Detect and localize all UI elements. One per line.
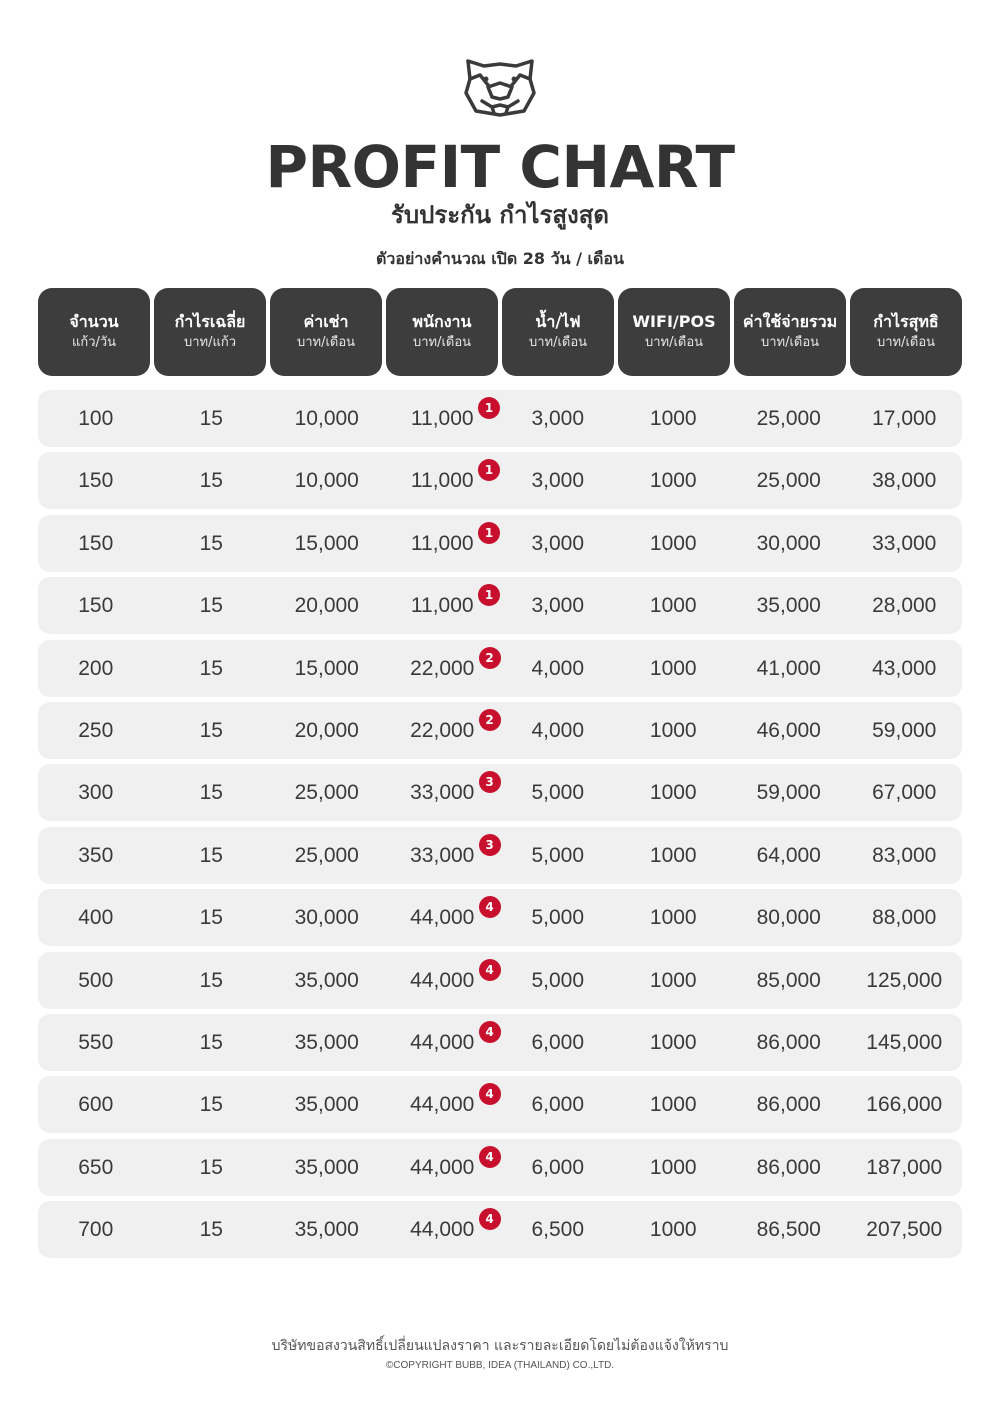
cell-value: 1000	[649, 1155, 697, 1179]
cell-staff	[385, 702, 501, 759]
cell-value: 86,000	[756, 1155, 821, 1179]
cell-value: 80,000	[756, 906, 821, 930]
column-header	[386, 288, 498, 376]
cell-value: 25,000	[756, 469, 821, 493]
cell-value: 5,000	[531, 906, 585, 930]
cell-value: 38,000	[872, 469, 937, 493]
cell-value: 10,000	[294, 469, 359, 493]
cell-total-cost	[731, 1014, 847, 1071]
staff-count-badge: 4	[479, 959, 501, 981]
cell-rent	[269, 515, 385, 572]
cell-wifi-pos	[616, 1014, 732, 1071]
cell-rent	[269, 764, 385, 821]
calculation-note: ตัวอย่างคำนวณ เปิด 28 วัน / เดือน	[376, 249, 624, 268]
cell-value: 1000	[649, 1218, 697, 1242]
cell-avg-profit	[154, 702, 270, 759]
cell-value: 350	[78, 843, 114, 867]
column-header	[154, 288, 266, 376]
cell-rent	[269, 827, 385, 884]
cell-total-cost	[731, 390, 847, 447]
cell-value: 83,000	[872, 843, 937, 867]
column-header	[38, 288, 150, 376]
cell-avg-profit	[154, 1014, 270, 1071]
table-row	[38, 764, 962, 821]
cell-value: 15	[199, 1218, 223, 1242]
table-row	[38, 827, 962, 884]
cell-avg-profit	[154, 640, 270, 697]
cell-rent	[269, 640, 385, 697]
cell-rent	[269, 452, 385, 509]
cell-avg-profit	[154, 390, 270, 447]
cell-rent	[269, 1139, 385, 1196]
cell-value: 35,000	[294, 1093, 359, 1117]
cell-avg-profit	[154, 1076, 270, 1133]
cell-wifi-pos	[616, 1139, 732, 1196]
cell-value: 15	[199, 1093, 223, 1117]
cell-wifi-pos	[616, 889, 732, 946]
cell-value: 650	[78, 1155, 114, 1179]
cell-rent	[269, 1014, 385, 1071]
cell-total-cost	[731, 1139, 847, 1196]
cell-wifi-pos	[616, 827, 732, 884]
cell-wifi-pos	[616, 702, 732, 759]
cell-value: 86,000	[756, 1030, 821, 1054]
cell-value: 25,000	[294, 781, 359, 805]
cell-value: 5,000	[531, 968, 585, 992]
footer-copyright: ©COPYRIGHT BUBB, IDEA (THAILAND) CO.,LTD.	[385, 1360, 615, 1371]
cell-net-profit	[847, 827, 963, 884]
cell-cups	[38, 390, 154, 447]
cell-net-profit	[847, 952, 963, 1009]
cell-wifi-pos	[616, 1201, 732, 1258]
cell-value: 6,500	[531, 1218, 585, 1242]
cell-net-profit	[847, 889, 963, 946]
cell-value: 44,000	[410, 906, 475, 930]
cell-staff	[385, 1076, 501, 1133]
cell-value: 11,000	[410, 594, 474, 618]
cell-value: 44,000	[410, 1093, 475, 1117]
cell-utilities	[500, 1014, 616, 1071]
cell-value: 22,000	[410, 656, 475, 680]
cell-value: 86,500	[756, 1218, 821, 1242]
cell-value: 700	[78, 1218, 114, 1242]
staff-count-badge: 2	[479, 709, 501, 731]
cell-net-profit	[847, 577, 963, 634]
cell-total-cost	[731, 827, 847, 884]
cell-value: 6,000	[531, 1030, 585, 1054]
cell-total-cost	[731, 702, 847, 759]
cell-value: 6,000	[531, 1155, 585, 1179]
table-row	[38, 577, 962, 634]
column-header-unit: บาท/เดือน	[760, 335, 820, 350]
cell-utilities	[500, 702, 616, 759]
cell-wifi-pos	[616, 515, 732, 572]
cell-staff	[385, 640, 501, 697]
staff-count-badge: 1	[478, 522, 500, 544]
cell-value: 88,000	[872, 906, 937, 930]
cell-value: 11,000	[410, 407, 474, 430]
cell-total-cost	[731, 952, 847, 1009]
cell-utilities	[500, 889, 616, 946]
table-row	[38, 1076, 962, 1133]
footer-disclaimer: บริษัทขอสงวนสิทธิ์เปลี่ยนแปลงราคา และรายละเอียดโดยไม่ต้องแจ้งให้ทราบ	[271, 1338, 729, 1354]
cell-avg-profit	[154, 889, 270, 946]
cell-wifi-pos	[616, 390, 732, 447]
staff-count-badge: 1	[478, 459, 500, 481]
cell-utilities	[500, 764, 616, 821]
cell-net-profit	[847, 1201, 963, 1258]
cell-utilities	[500, 1139, 616, 1196]
column-header-label: จำนวน	[69, 312, 119, 331]
cell-value: 6,000	[531, 1093, 585, 1117]
table-row	[38, 952, 962, 1009]
cell-value: 22,000	[410, 718, 475, 742]
cell-value: 100	[78, 407, 114, 430]
cell-value: 15	[199, 968, 223, 992]
table-row	[38, 889, 962, 946]
cell-total-cost	[731, 515, 847, 572]
cell-utilities	[500, 640, 616, 697]
staff-count-badge: 4	[479, 1146, 501, 1168]
cell-value: 1000	[649, 656, 697, 680]
cell-value: 20,000	[294, 594, 359, 618]
cell-value: 33,000	[410, 781, 475, 805]
cell-staff	[385, 1139, 501, 1196]
table-row	[38, 452, 962, 509]
column-header	[850, 288, 962, 376]
cell-staff	[385, 1201, 501, 1258]
cell-value: 15	[199, 1155, 223, 1179]
table-header	[38, 288, 962, 376]
cell-utilities	[500, 1201, 616, 1258]
staff-count-badge: 4	[479, 1083, 501, 1105]
column-header-label: ค่าเช่า	[303, 312, 349, 331]
table-row	[38, 702, 962, 759]
cell-rent	[269, 390, 385, 447]
cell-value: 3,000	[531, 469, 585, 493]
staff-count-badge: 4	[479, 1208, 501, 1230]
column-header-unit: แก้ว/วัน	[71, 335, 117, 350]
cell-rent	[269, 952, 385, 1009]
staff-count-badge: 4	[479, 1021, 501, 1043]
cell-value: 145,000	[866, 1030, 943, 1054]
cell-cups	[38, 889, 154, 946]
cell-net-profit	[847, 702, 963, 759]
cell-staff	[385, 390, 501, 447]
cell-value: 86,000	[756, 1093, 821, 1117]
cell-value: 1000	[649, 594, 697, 618]
cell-cups	[38, 764, 154, 821]
cell-staff	[385, 515, 501, 572]
staff-count-badge: 1	[478, 397, 500, 419]
cell-net-profit	[847, 1014, 963, 1071]
cell-value: 15	[199, 594, 223, 618]
cell-value: 3,000	[531, 531, 585, 555]
cell-avg-profit	[154, 577, 270, 634]
cell-value: 25,000	[756, 407, 821, 430]
cell-wifi-pos	[616, 1076, 732, 1133]
cell-total-cost	[731, 640, 847, 697]
staff-count-badge: 4	[479, 896, 501, 918]
cell-value: 5,000	[531, 843, 585, 867]
cell-value: 5,000	[531, 781, 585, 805]
cell-value: 1000	[649, 781, 697, 805]
cell-value: 1000	[649, 968, 697, 992]
cell-wifi-pos	[616, 452, 732, 509]
cell-value: 550	[78, 1030, 114, 1054]
cell-value: 1000	[649, 906, 697, 930]
cell-utilities	[500, 452, 616, 509]
cell-value: 33,000	[872, 531, 937, 555]
column-header-unit: บาท/เดือน	[412, 335, 472, 350]
table-row	[38, 1139, 962, 1196]
cell-staff	[385, 577, 501, 634]
cell-utilities	[500, 515, 616, 572]
cell-value: 11,000	[410, 469, 474, 493]
cell-value: 15,000	[294, 656, 359, 680]
cell-value: 44,000	[410, 1155, 475, 1179]
cell-value: 4,000	[531, 656, 585, 680]
cell-staff	[385, 764, 501, 821]
cell-value: 41,000	[756, 656, 821, 680]
cell-value: 30,000	[294, 906, 359, 930]
column-header	[270, 288, 382, 376]
cell-value: 15	[199, 407, 223, 430]
column-header	[734, 288, 846, 376]
staff-count-badge: 2	[479, 647, 501, 669]
cell-total-cost	[731, 764, 847, 821]
cell-utilities	[500, 390, 616, 447]
cell-value: 35,000	[756, 594, 821, 618]
cell-total-cost	[731, 577, 847, 634]
cell-value: 15	[199, 843, 223, 867]
cell-staff	[385, 889, 501, 946]
cell-avg-profit	[154, 1201, 270, 1258]
cell-wifi-pos	[616, 640, 732, 697]
cell-value: 10,000	[294, 407, 359, 430]
cell-net-profit	[847, 390, 963, 447]
cell-value: 44,000	[410, 1218, 475, 1242]
cell-net-profit	[847, 1076, 963, 1133]
staff-count-badge: 3	[479, 771, 501, 793]
cell-rent	[269, 889, 385, 946]
cell-value: 67,000	[872, 781, 937, 805]
cell-value: 59,000	[756, 781, 821, 805]
column-header-unit: บาท/แก้ว	[183, 335, 237, 350]
cell-value: 4,000	[531, 718, 585, 742]
cell-value: 300	[78, 781, 114, 805]
cell-staff	[385, 452, 501, 509]
cell-value: 187,000	[866, 1155, 943, 1179]
cell-value: 1000	[649, 1093, 697, 1117]
cell-value: 150	[78, 469, 114, 493]
cell-value: 166,000	[866, 1093, 943, 1117]
cell-value: 85,000	[756, 968, 821, 992]
cell-staff	[385, 952, 501, 1009]
cell-cups	[38, 1201, 154, 1258]
cell-value: 1000	[649, 843, 697, 867]
cell-staff	[385, 1014, 501, 1071]
staff-count-badge: 3	[479, 834, 501, 856]
cell-value: 3,000	[531, 594, 585, 618]
cell-value: 15	[199, 1030, 223, 1054]
cell-rent	[269, 1201, 385, 1258]
cell-utilities	[500, 1076, 616, 1133]
cell-rent	[269, 702, 385, 759]
cell-total-cost	[731, 889, 847, 946]
cell-value: 64,000	[756, 843, 821, 867]
cell-staff	[385, 827, 501, 884]
cell-cups	[38, 1076, 154, 1133]
staff-count-badge: 1	[478, 584, 500, 606]
cell-avg-profit	[154, 827, 270, 884]
cell-value: 35,000	[294, 1030, 359, 1054]
cell-cups	[38, 577, 154, 634]
cell-value: 43,000	[872, 656, 937, 680]
cell-wifi-pos	[616, 764, 732, 821]
cell-value: 35,000	[294, 1155, 359, 1179]
cell-value: 15	[199, 718, 223, 742]
cell-value: 44,000	[410, 968, 475, 992]
cell-value: 15,000	[294, 531, 359, 555]
column-header	[502, 288, 614, 376]
cell-value: 25,000	[294, 843, 359, 867]
cell-value: 33,000	[410, 843, 475, 867]
cell-value: 46,000	[756, 718, 821, 742]
cell-value: 150	[78, 594, 114, 618]
page-title: PROFIT CHART	[265, 133, 735, 201]
cell-avg-profit	[154, 1139, 270, 1196]
cell-wifi-pos	[616, 952, 732, 1009]
cell-value: 15	[199, 906, 223, 930]
cell-value: 125,000	[866, 968, 943, 992]
cell-value: 44,000	[410, 1030, 475, 1054]
cell-value: 28,000	[872, 594, 937, 618]
column-header-label: กำไรสุทธิ	[873, 312, 939, 331]
column-header-label: พนักงาน	[412, 312, 472, 331]
cell-value: 1000	[649, 469, 697, 493]
table-row	[38, 640, 962, 697]
cell-value: 1000	[649, 718, 697, 742]
cell-value: 15	[199, 531, 223, 555]
cell-cups	[38, 1014, 154, 1071]
cell-cups	[38, 452, 154, 509]
cell-rent	[269, 1076, 385, 1133]
column-header-label: กำไรเฉลี่ย	[174, 312, 246, 331]
cell-avg-profit	[154, 764, 270, 821]
column-header-unit: บาท/เดือน	[876, 335, 936, 350]
page-subtitle: รับประกัน กำไรสูงสุด	[390, 201, 609, 229]
cell-utilities	[500, 827, 616, 884]
column-header-unit: บาท/เดือน	[296, 335, 356, 350]
cell-value: 1000	[649, 407, 697, 430]
cell-utilities	[500, 577, 616, 634]
cell-value: 150	[78, 531, 114, 555]
cell-avg-profit	[154, 515, 270, 572]
cell-cups	[38, 515, 154, 572]
cell-total-cost	[731, 1201, 847, 1258]
cell-value: 1000	[649, 531, 697, 555]
cell-value: 15	[199, 469, 223, 493]
column-header-unit: บาท/เดือน	[644, 335, 704, 350]
cell-net-profit	[847, 515, 963, 572]
table-row	[38, 1201, 962, 1258]
table-row	[38, 1014, 962, 1071]
cell-value: 30,000	[756, 531, 821, 555]
profit-table	[38, 390, 962, 1263]
column-header-label: น้ำ/ไฟ	[535, 312, 581, 331]
cell-value: 200	[78, 656, 114, 680]
cell-value: 400	[78, 906, 114, 930]
cell-value: 1000	[649, 1030, 697, 1054]
cell-value: 500	[78, 968, 114, 992]
table-row	[38, 515, 962, 572]
cell-value: 35,000	[294, 968, 359, 992]
cell-rent	[269, 577, 385, 634]
cell-total-cost	[731, 452, 847, 509]
cell-value: 15	[199, 781, 223, 805]
cell-value: 20,000	[294, 718, 359, 742]
cell-value: 17,000	[872, 407, 937, 430]
cell-cups	[38, 827, 154, 884]
cell-value: 207,500	[866, 1218, 943, 1242]
cell-utilities	[500, 952, 616, 1009]
cell-value: 59,000	[872, 718, 937, 742]
cell-net-profit	[847, 452, 963, 509]
cell-value: 11,000	[410, 531, 474, 555]
cell-value: 35,000	[294, 1218, 359, 1242]
cell-cups	[38, 640, 154, 697]
cell-value: 15	[199, 656, 223, 680]
cell-avg-profit	[154, 452, 270, 509]
table-row	[38, 390, 962, 447]
column-header-unit: บาท/เดือน	[528, 335, 588, 350]
cell-cups	[38, 702, 154, 759]
cell-total-cost	[731, 1076, 847, 1133]
cell-value: 600	[78, 1093, 114, 1117]
cell-cups	[38, 1139, 154, 1196]
cell-net-profit	[847, 1139, 963, 1196]
cell-net-profit	[847, 640, 963, 697]
bulldog-icon	[462, 57, 538, 117]
cell-avg-profit	[154, 952, 270, 1009]
cell-value: 250	[78, 718, 114, 742]
cell-value: 3,000	[531, 407, 585, 430]
column-header-label: WIFI/POS	[632, 312, 716, 331]
column-header	[618, 288, 730, 376]
cell-cups	[38, 952, 154, 1009]
cell-net-profit	[847, 764, 963, 821]
column-header-label: ค่าใช้จ่ายรวม	[742, 312, 838, 331]
cell-wifi-pos	[616, 577, 732, 634]
